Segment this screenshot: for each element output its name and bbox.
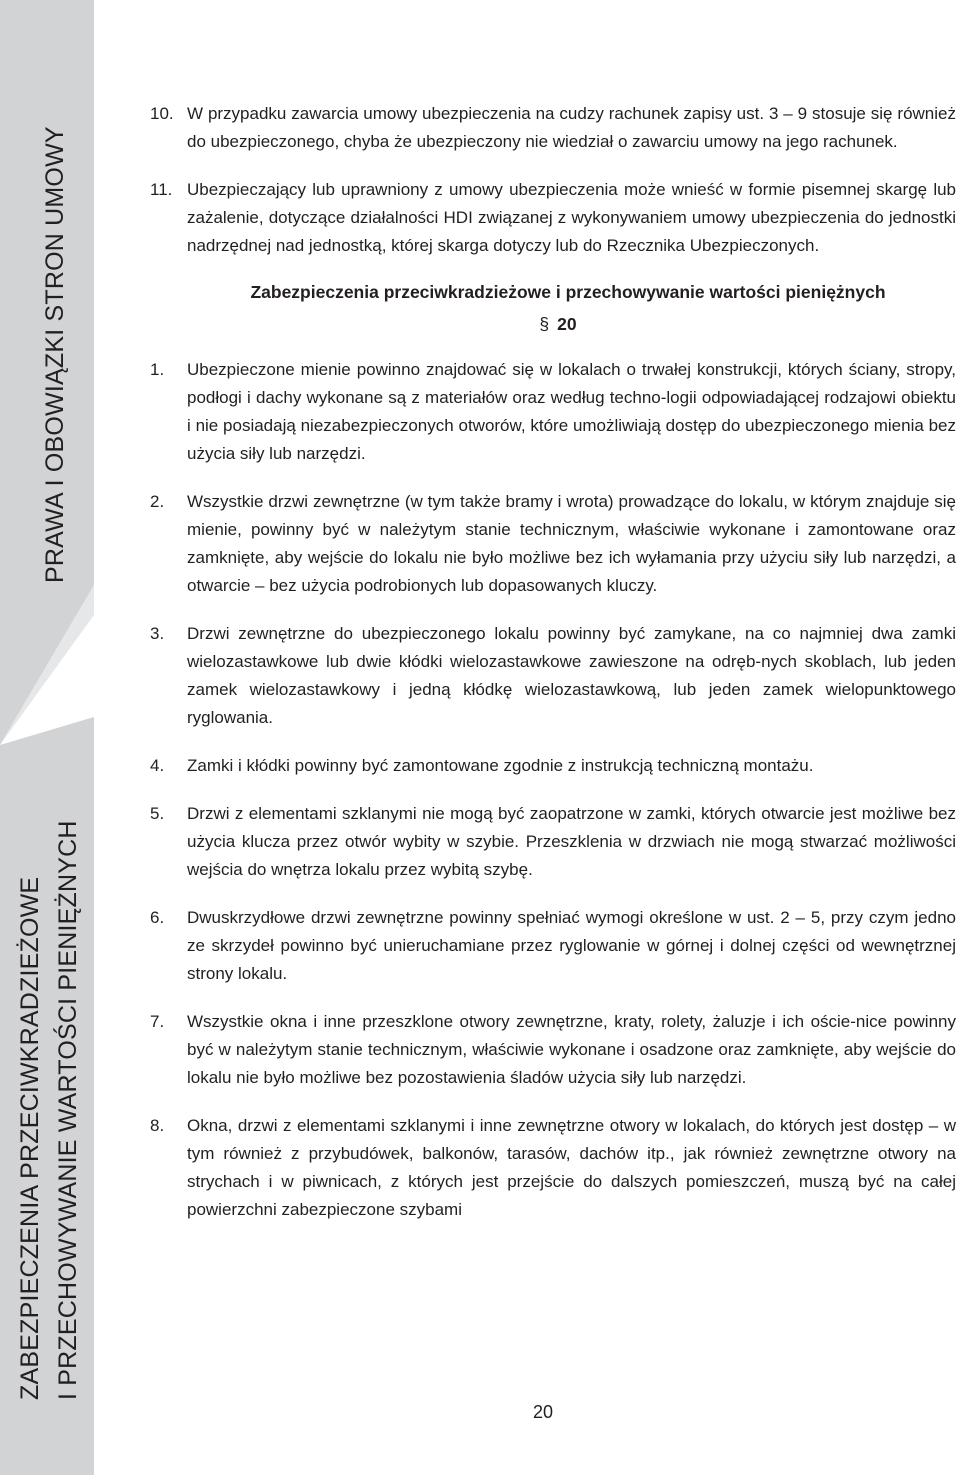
list-item-3 — [150, 620, 956, 732]
item-number: 10. — [150, 104, 174, 123]
item-number: 4. — [150, 756, 165, 775]
page-content — [150, 100, 956, 1244]
item-text: Ubezpieczone mienie powinno znajdować się w lokalach o trwałej konstrukcji, których ściany, stropy, podłogi i dachy wykonane są z materiałów oraz według techno-logii odpowiadającej rodzajowi obiektu i nie posiadają niezabezpieczonych otworów, które umożliwiają dostęp do ubezpieczonego mienia bez użycia siły lub narzędzi. — [187, 360, 956, 463]
intro-item-10 — [150, 100, 956, 156]
item-text: W przypadku zawarcia umowy ubezpieczenia na cudzy rachunek zapisy ust. 3 – 9 stosuje się również do ubezpieczonego, chyba że ubezpieczony nie wiedział o zawarciu umowy na jego rachunek. — [187, 104, 956, 151]
item-text: Wszystkie drzwi zewnętrzne (w tym także bramy i wrota) prowadzące do lokalu, w którym znajduje się mienie, powinny być w należytym stanie technicznym, właściwie wykonane i zamontowane oraz zamknięte, aby wejście do lokalu nie było możliwe bez ich wyłamania przy użyciu siły lub narzędzi, a otwarcie – bez użycia podrobionych lub dopasowanych kluczy. — [187, 492, 956, 595]
item-text: Dwuskrzydłowe drzwi zewnętrzne powinny spełniać wymogi określone w ust. 2 – 5, przy czym jedno ze skrzydeł powinno być unieruchamiane przez ryglowanie w górnej i dolnej części od wewnętrznej strony lokalu. — [187, 908, 956, 983]
section-symbol: § — [539, 314, 550, 334]
section-number-value: 20 — [557, 314, 577, 334]
item-text: Wszystkie okna i inne przeszklone otwory zewnętrzne, kraty, rolety, żaluzje i ich oście-nice powinny być w należytym stanie technicznym, właściwie wykonane i osadzone oraz zamknięte, aby wejście do lokalu nie było możliwe bez pozostawienia śladów użycia siły lub narzędzi. — [187, 1012, 956, 1087]
list-item-7 — [150, 1008, 956, 1092]
item-number: 8. — [150, 1116, 165, 1135]
section-number — [150, 310, 956, 338]
section-heading: Zabezpieczenia przeciwkradzieżowe i przechowywanie wartości pieniężnych — [250, 282, 886, 302]
item-number: 7. — [150, 1012, 165, 1031]
item-number: 6. — [150, 908, 165, 927]
item-text: Ubezpieczający lub uprawniony z umowy ubezpieczenia może wnieść w formie pisemnej skargę lub zażalenie, dotyczące działalności HDI związanej z wykonywaniem umowy ubezpieczenia do jednostki nadrzędnej nad jednostką, której skarga dotyczy lub do Rzecznika Ubezpieczonych. — [187, 180, 956, 255]
list-item-1 — [150, 356, 956, 468]
sidebar-bottom-label-line1: ZABEZPIECZENIA PRZECIWKRADZIEŻOWE — [16, 876, 44, 1400]
item-text: Zamki i kłódki powinny być zamontowane zgodnie z instrukcją techniczną montażu. — [187, 756, 814, 775]
item-number: 11. — [150, 180, 173, 199]
side-tab-divider — [0, 585, 94, 745]
side-tab — [0, 0, 94, 1475]
item-number: 3. — [150, 624, 165, 643]
list-item-8 — [150, 1112, 956, 1224]
intro-item-11 — [150, 176, 956, 260]
list-item-4 — [150, 752, 956, 780]
sidebar-bottom-label-line2: I PRZECHOWYWANIE WARTOŚCI PIENIĘŻNYCH — [54, 820, 82, 1400]
item-number: 1. — [150, 360, 165, 379]
item-text: Drzwi z elementami szklanymi nie mogą być zaopatrzone w zamki, których otwarcie jest możliwe bez użycia klucza przez otwór wybity w szybie. Przeszklenia w drzwiach nie mogą stwarzać możliwości wejścia do wnętrza lokalu przez wybitą szybę. — [187, 804, 956, 879]
item-text: Okna, drzwi z elementami szklanymi i inne zewnętrzne otwory w lokalach, do których jest dostęp – w tym również z przybudówek, balkonów, tarasów, dachów itp., jak również zewnętrzne otwory na strychach i w piwnicach, z których jest przejście do dalszych pomieszczeń, muszą być na całej powierzchni zabezpieczone szybami — [187, 1116, 956, 1219]
list-item-2 — [150, 488, 956, 600]
list-item-6 — [150, 904, 956, 988]
list-item-5 — [150, 800, 956, 884]
item-number: 5. — [150, 804, 165, 823]
sidebar-top-label: PRAWA I OBOWIĄZKI STRON UMOWY — [41, 126, 69, 583]
item-text: Drzwi zewnętrzne do ubezpieczonego lokalu powinny być zamykane, na co najmniej dwa zamki wielozastawkowe lub dwie kłódki wielozastawkowe zawieszone na odręb-nych skoblach, lub jeden zamek wielozastawkowy i jedną kłódkę wielozastawkową, lub jeden zamek wielopunktowego ryglowania. — [187, 624, 956, 727]
item-number: 2. — [150, 492, 165, 511]
